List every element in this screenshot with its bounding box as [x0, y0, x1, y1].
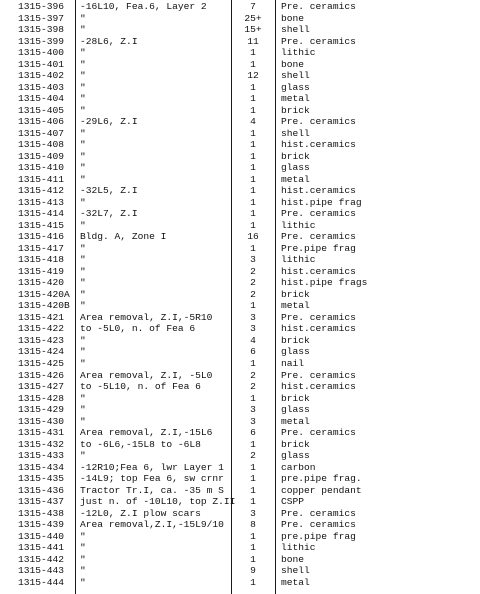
count: 1: [250, 93, 256, 105]
table-row: [0, 323, 480, 335]
material: metal: [281, 415, 310, 427]
catalog-number: 1315-405: [18, 104, 65, 116]
table-row: [0, 531, 480, 543]
count: 9: [250, 565, 256, 577]
count: 25+: [244, 12, 262, 24]
provenience: ": [80, 24, 86, 36]
count: 1: [250, 392, 256, 404]
material: Pre. ceramics: [281, 1, 356, 12]
material: Pre. ceramics: [281, 116, 356, 128]
provenience: ": [80, 277, 86, 289]
material: Pre. ceramics: [281, 35, 356, 47]
catalog-number: 1315-404: [18, 93, 65, 105]
table-row: [0, 565, 480, 577]
provenience: ": [80, 357, 86, 369]
material: metal: [281, 173, 310, 185]
provenience: -28L6, Z.I: [80, 35, 138, 47]
material: shell: [281, 70, 310, 82]
provenience: -29L6, Z.I: [80, 116, 138, 128]
provenience: -16L10, Fea.6, Layer 2: [80, 1, 207, 12]
catalog-number: 1315-398: [18, 24, 65, 36]
catalog-number: 1315-419: [18, 265, 65, 277]
catalog-number: 1315-421: [18, 311, 65, 323]
count: 1: [250, 81, 256, 93]
count: 1: [250, 139, 256, 151]
catalog-number: 1315-439: [18, 519, 65, 531]
material: brick: [281, 288, 310, 300]
table-row: [0, 1, 480, 13]
count: 2: [250, 277, 256, 289]
count: 3: [250, 254, 256, 266]
table-row: [0, 473, 480, 485]
material: hist.pipe frags: [281, 277, 368, 289]
material: Pre. ceramics: [281, 519, 356, 531]
material: hist.ceramics: [281, 323, 356, 335]
material: carbon: [281, 461, 316, 473]
table-row: [0, 335, 480, 347]
catalog-number: 1315-412: [18, 185, 65, 197]
material: glass: [281, 162, 310, 174]
count: 6: [250, 427, 256, 439]
table-row: [0, 36, 480, 48]
count: 1: [250, 553, 256, 565]
count: 12: [247, 70, 259, 82]
material: copper pendant: [281, 484, 362, 496]
catalog-number: 1315-433: [18, 450, 65, 462]
provenience: ": [80, 70, 86, 82]
catalog-number: 1315-438: [18, 507, 65, 519]
count: 1: [250, 47, 256, 59]
catalog-number: 1315-444: [18, 576, 65, 588]
material: pre.pipe frag.: [281, 473, 362, 485]
count: 11: [247, 35, 259, 47]
catalog-number: 1315-423: [18, 334, 65, 346]
material: hist.pipe frag: [281, 196, 362, 208]
table-row: [0, 70, 480, 82]
material: lithic: [281, 542, 316, 554]
table-row: [0, 300, 480, 312]
catalog-number: 1315-427: [18, 381, 65, 393]
material: glass: [281, 81, 310, 93]
provenience: ": [80, 576, 86, 588]
catalog-number: 1315-432: [18, 438, 65, 450]
table-row: [0, 231, 480, 243]
provenience: ": [80, 530, 86, 542]
provenience: -32L5, Z.I: [80, 185, 138, 197]
catalog-number: 1315-442: [18, 553, 65, 565]
catalog-number: 1315-422: [18, 323, 65, 335]
catalog-number: 1315-409: [18, 150, 65, 162]
catalog-number: 1315-401: [18, 58, 65, 70]
catalog-number: 1315-407: [18, 127, 65, 139]
provenience: ": [80, 288, 86, 300]
provenience: ": [80, 415, 86, 427]
count: 1: [250, 173, 256, 185]
table-row: [0, 370, 480, 382]
table-row: [0, 416, 480, 428]
count: 1: [250, 530, 256, 542]
provenience: to -5L0, n. of Fea 6: [80, 323, 196, 335]
material: lithic: [281, 219, 316, 231]
table-row: [0, 174, 480, 186]
catalog-number: 1315-397: [18, 12, 65, 24]
table-row: [0, 393, 480, 405]
catalog-number: 1315-443: [18, 565, 65, 577]
material: metal: [281, 576, 310, 588]
provenience: -12L0, Z.I plow scars: [80, 507, 201, 519]
provenience: ": [80, 12, 86, 24]
count: 1: [250, 219, 256, 231]
catalog-number: 1315-431: [18, 427, 65, 439]
table-row: [0, 208, 480, 220]
count: 1: [250, 461, 256, 473]
provenience: ": [80, 265, 86, 277]
count: 1: [250, 473, 256, 485]
count: 1: [250, 542, 256, 554]
table-row: [0, 462, 480, 474]
material: CSPP: [281, 496, 305, 508]
count: 1: [250, 208, 256, 220]
table-row: [0, 47, 480, 59]
count: 2: [250, 265, 256, 277]
material: glass: [281, 404, 310, 416]
table-row: [0, 93, 480, 105]
table-row: [0, 128, 480, 140]
count: 1: [250, 58, 256, 70]
material: hist.ceramics: [281, 265, 356, 277]
table-row: [0, 266, 480, 278]
count: 1: [250, 150, 256, 162]
table-row: [0, 358, 480, 370]
table-row: [0, 404, 480, 416]
material: glass: [281, 450, 310, 462]
catalog-number: 1315-424: [18, 346, 65, 358]
count: 1: [250, 496, 256, 508]
count: 1: [250, 242, 256, 254]
catalog-number: 1315-420: [18, 277, 65, 289]
material: brick: [281, 104, 310, 116]
count: 1: [250, 484, 256, 496]
catalog-number: 1315-399: [18, 35, 65, 47]
provenience: Area removal, Z.I,-5R10: [80, 311, 213, 323]
catalog-number: 1315-400: [18, 47, 65, 59]
catalog-number: 1315-406: [18, 116, 65, 128]
count: 2: [250, 381, 256, 393]
catalog-number: 1315-420A: [18, 288, 70, 300]
table-row: [0, 312, 480, 324]
table-row: [0, 243, 480, 255]
table-row: [0, 13, 480, 25]
catalog-number: 1315-437: [18, 496, 65, 508]
provenience: ": [80, 334, 86, 346]
catalog-number: 1315-430: [18, 415, 65, 427]
provenience: ": [80, 219, 86, 231]
material: hist.ceramics: [281, 381, 356, 393]
catalog-number: 1315-436: [18, 484, 65, 496]
table-row: [0, 496, 480, 508]
catalog-number: 1315-416: [18, 231, 65, 243]
table-row: [0, 162, 480, 174]
provenience: ": [80, 542, 86, 554]
count: 3: [250, 311, 256, 323]
provenience: Area removal,Z.I,-15L9/10: [80, 519, 224, 531]
material: Pre. ceramics: [281, 507, 356, 519]
count: 1: [250, 185, 256, 197]
material: bone: [281, 553, 305, 565]
material: Pre. ceramics: [281, 427, 356, 439]
provenience: just n. of -10L10, top Z.II: [80, 496, 236, 508]
catalog-number: 1315-441: [18, 542, 65, 554]
provenience: ": [80, 47, 86, 59]
catalog-number: 1315-411: [18, 173, 65, 185]
provenience: ": [80, 553, 86, 565]
catalog-number: 1315-426: [18, 369, 65, 381]
count: 2: [250, 288, 256, 300]
table-row: [0, 277, 480, 289]
provenience: ": [80, 196, 86, 208]
provenience: ": [80, 173, 86, 185]
table-row: [0, 346, 480, 358]
material: lithic: [281, 254, 316, 266]
table-row: [0, 508, 480, 520]
count: 8: [250, 519, 256, 531]
count: 2: [250, 450, 256, 462]
catalog-number: 1315-429: [18, 404, 65, 416]
material: bone: [281, 12, 305, 24]
count: 3: [250, 404, 256, 416]
catalog-table: [0, 1, 480, 588]
table-row: [0, 139, 480, 151]
count: 1: [250, 438, 256, 450]
material: nail: [281, 357, 305, 369]
material: brick: [281, 150, 310, 162]
table-row: [0, 289, 480, 301]
table-row: [0, 577, 480, 589]
material: shell: [281, 127, 310, 139]
table-row: [0, 450, 480, 462]
count: 4: [250, 116, 256, 128]
table-row: [0, 381, 480, 393]
catalog-number: 1315-413: [18, 196, 65, 208]
catalog-number: 1315-428: [18, 392, 65, 404]
provenience: ": [80, 450, 86, 462]
count: 1: [250, 196, 256, 208]
catalog-number: 1315-414: [18, 208, 65, 220]
table-row: [0, 485, 480, 497]
material: glass: [281, 346, 310, 358]
table-row: [0, 554, 480, 566]
catalog-number: 1315-418: [18, 254, 65, 266]
provenience: -12R10;Fea 6, lwr Layer 1: [80, 461, 224, 473]
material: metal: [281, 93, 310, 105]
count: 1: [250, 104, 256, 116]
material: lithic: [281, 47, 316, 59]
provenience: ": [80, 242, 86, 254]
provenience: ": [80, 139, 86, 151]
count: 16: [247, 231, 259, 243]
material: shell: [281, 565, 310, 577]
catalog-number: 1315-396: [18, 1, 65, 12]
count: 6: [250, 346, 256, 358]
table-row: [0, 185, 480, 197]
material: pre.pipe frag: [281, 530, 356, 542]
catalog-number: 1315-440: [18, 530, 65, 542]
provenience: to -6L6,-15L8 to -6L8: [80, 438, 201, 450]
provenience: Area removal, Z.I,-15L6: [80, 427, 213, 439]
material: hist.ceramics: [281, 139, 356, 151]
count: 1: [250, 162, 256, 174]
provenience: Area removal, Z.I, -5L0: [80, 369, 213, 381]
provenience: ": [80, 254, 86, 266]
catalog-number: 1315-425: [18, 357, 65, 369]
provenience: ": [80, 93, 86, 105]
provenience: ": [80, 404, 86, 416]
table-row: [0, 427, 480, 439]
provenience: ": [80, 300, 86, 312]
material: brick: [281, 392, 310, 404]
count: 1: [250, 576, 256, 588]
count: 1: [250, 357, 256, 369]
table-row: [0, 254, 480, 266]
provenience: -32L7, Z.I: [80, 208, 138, 220]
table-row: [0, 151, 480, 163]
catalog-number: 1315-410: [18, 162, 65, 174]
material: Pre. ceramics: [281, 369, 356, 381]
catalog-number: 1315-415: [18, 219, 65, 231]
count: 1: [250, 300, 256, 312]
table-row: [0, 24, 480, 36]
table-row: [0, 116, 480, 128]
provenience: ": [80, 81, 86, 93]
count: 1: [250, 127, 256, 139]
table-row: [0, 519, 480, 531]
table-row: [0, 82, 480, 94]
material: Pre. ceramics: [281, 208, 356, 220]
catalog-number: 1315-402: [18, 70, 65, 82]
provenience: ": [80, 127, 86, 139]
count: 3: [250, 507, 256, 519]
table-row: [0, 542, 480, 554]
material: Pre.pipe frag: [281, 242, 356, 254]
material: Pre. ceramics: [281, 311, 356, 323]
catalog-number: 1315-408: [18, 139, 65, 151]
provenience: ": [80, 58, 86, 70]
count: 3: [250, 323, 256, 335]
material: brick: [281, 334, 310, 346]
provenience: ": [80, 104, 86, 116]
count: 2: [250, 369, 256, 381]
provenience: ": [80, 565, 86, 577]
count: 7: [250, 1, 256, 12]
material: metal: [281, 300, 310, 312]
catalog-number: 1315-420B: [18, 300, 70, 312]
material: brick: [281, 438, 310, 450]
provenience: ": [80, 162, 86, 174]
catalog-number: 1315-417: [18, 242, 65, 254]
provenience: ": [80, 150, 86, 162]
table-row: [0, 59, 480, 71]
table-row: [0, 197, 480, 209]
count: 4: [250, 334, 256, 346]
provenience: ": [80, 392, 86, 404]
material: Pre. ceramics: [281, 231, 356, 243]
provenience: Bldg. A, Zone I: [80, 231, 167, 243]
provenience: ": [80, 346, 86, 358]
count: 3: [250, 415, 256, 427]
catalog-number: 1315-434: [18, 461, 65, 473]
catalog-number: 1315-435: [18, 473, 65, 485]
material: hist.ceramics: [281, 185, 356, 197]
provenience: -14L9; top Fea 6, sw crnr: [80, 473, 224, 485]
table-row: [0, 439, 480, 451]
table-row: [0, 105, 480, 117]
table-row: [0, 220, 480, 232]
provenience: to -5L10, n. of Fea 6: [80, 381, 201, 393]
provenience: Tractor Tr.I, ca. -35 m S: [80, 484, 224, 496]
count: 15+: [244, 24, 262, 36]
catalog-number: 1315-403: [18, 81, 65, 93]
material: shell: [281, 24, 310, 36]
material: bone: [281, 58, 305, 70]
